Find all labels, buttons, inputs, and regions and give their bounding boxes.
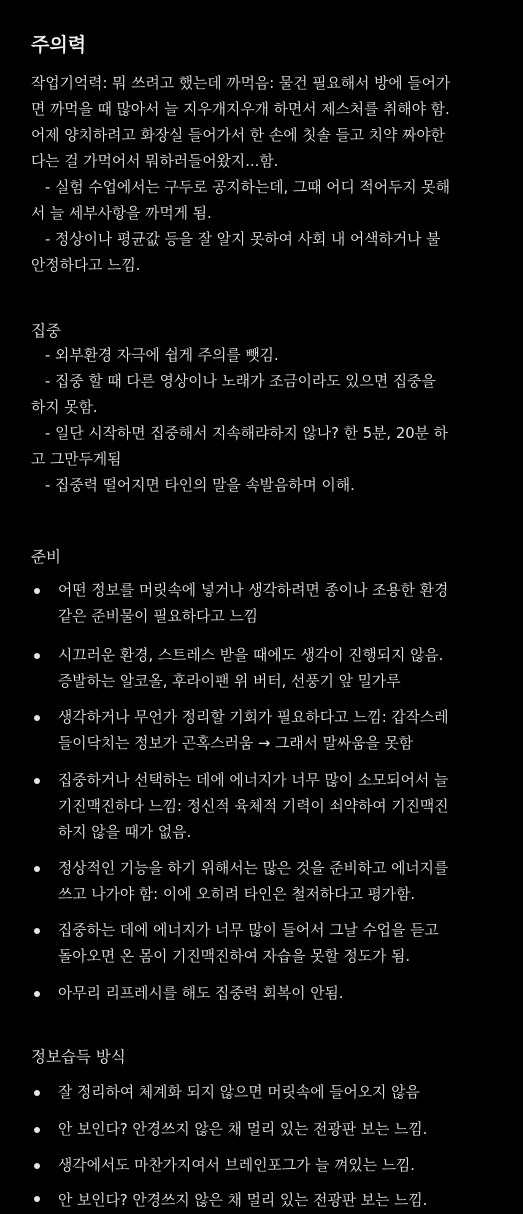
paragraph-line: - 실험 수업에서는 구두로 공지하는데, 그때 어디 적어두지 못해 — [45, 179, 451, 196]
paragraph-line: 안정하다고 느낌. — [31, 257, 141, 274]
list-item-line: 안 보인다? 안경쓰지 않은 채 멀리 있는 전광판 보는 느낌. — [58, 1121, 428, 1138]
paragraph-line: 다는 걸 가먹어서 뭐하러들어왔지...함. — [31, 153, 279, 170]
bullet-icon — [34, 1163, 40, 1169]
list-item-line: 생각에서도 마찬가지여서 브레인포그가 늘 껴있는 느낌. — [58, 1157, 415, 1174]
focus-line: 고 그만두게됨 — [31, 451, 122, 468]
list-item-line: 같은 준비물이 필요하다고 느낌 — [58, 608, 258, 625]
focus-line: - 집중 할 때 다른 영상이나 노래가 조금이라도 있으면 집중을 — [45, 373, 436, 390]
list-item-line: 정상적인 기능을 하기 위해서는 많은 것을 준비하고 에너지를 — [58, 860, 449, 877]
list-item-line: 들이닥치는 정보가 곤혹스러움 → 그래서 말싸움을 못함 — [58, 735, 414, 752]
focus-line: - 외부환경 자극에 쉽게 주의를 뺏김. — [45, 347, 279, 364]
list-item-line: 증발하는 알코올, 후라이팬 위 버터, 선풍기 앞 밀가루 — [58, 673, 401, 690]
list-item-line: 쓰고 나가야 함: 이에 오히려 타인은 철저하다고 평가함. — [58, 886, 416, 903]
paragraph-line: 면 까먹을 때 많아서 늘 지우개지우개 하면서 제스처를 취해야 함. — [31, 101, 450, 118]
list-item-line: 시끄러운 환경, 스트레스 받을 때에도 생각이 진행되지 않음. — [58, 647, 444, 664]
focus-line: - 집중력 떨어지면 타인의 말을 속발음하며 이해. — [45, 477, 355, 494]
section-heading-focus: 집중 — [31, 322, 61, 340]
focus-list — [31, 343, 501, 499]
bullet-icon — [34, 715, 40, 721]
bullet-icon — [34, 991, 40, 997]
focus-line: - 일단 시작하면 집중해서 지속해랴하지 않나? 한 5분, 20분 하 — [45, 425, 448, 442]
bullet-icon — [34, 1127, 40, 1133]
bullet-icon — [34, 778, 40, 784]
working-memory-paragraph — [31, 71, 501, 279]
paragraph-line: 서 늘 세부사항을 까먹게 됨. — [31, 205, 212, 222]
list-item-line: 잘 정리하여 체계화 되지 않으면 머릿속에 들어오지 않음 — [58, 1084, 420, 1101]
section-heading-info-acquisition: 정보습득 방식 — [31, 1048, 126, 1066]
list-item-line: 아무리 리프레시를 해도 집중력 회복이 안됨. — [58, 985, 344, 1002]
cut-off-list-item — [31, 1188, 501, 1209]
list-item-line: 하지 않을 때가 없음. — [58, 824, 192, 841]
list-item-line: 생각하거나 무언가 정리할 기회가 필요하다고 느낌: 갑작스레 — [58, 709, 449, 726]
paragraph-line: 어제 양치하려고 화장실 들어가서 한 손에 칫솔 들고 치약 짜야한 — [31, 127, 445, 144]
list-item-line: 집중하거나 선택하는 데에 에너지가 너무 많이 소모되어서 늘 — [58, 772, 449, 789]
list-item-line: 돌아오면 온 몸이 기진맥진하여 자습을 못할 정도가 됨. — [58, 948, 411, 965]
bullet-icon — [34, 928, 40, 934]
bullet-icon — [34, 588, 40, 594]
page-title: 주의력 — [31, 34, 87, 56]
paragraph-line: - 정상이나 평균값 등을 잘 알지 못하여 사회 내 어색하거나 불 — [45, 231, 441, 248]
paragraph-line: 작업기억력: 뭐 쓰려고 했는데 까먹음: 물건 필요해서 방에 들어가 — [31, 75, 451, 92]
bullet-icon — [34, 1196, 40, 1202]
section-heading-preparation: 준비 — [31, 548, 61, 566]
list-item-line: 기진맥진하다 느낌: 정신적 육체적 기력이 쇠약하여 기진맥진 — [58, 798, 449, 815]
list-item-line: 집중하는 데에 에너지가 너무 많이 들어서 그날 수업을 듣고 — [58, 922, 439, 939]
bullet-icon — [34, 866, 40, 872]
focus-line: 하지 못함. — [31, 399, 98, 416]
list-item-line: 어떤 정보를 머릿속에 넣거나 생각하려면 종이나 조용한 환경 — [58, 582, 449, 599]
bullet-icon — [34, 653, 40, 659]
bullet-icon — [34, 1090, 40, 1096]
list-item-line: 안 보인다? 안경쓰지 않은 채 멀리 있는 전광판 보는 느낌. — [58, 1192, 428, 1209]
